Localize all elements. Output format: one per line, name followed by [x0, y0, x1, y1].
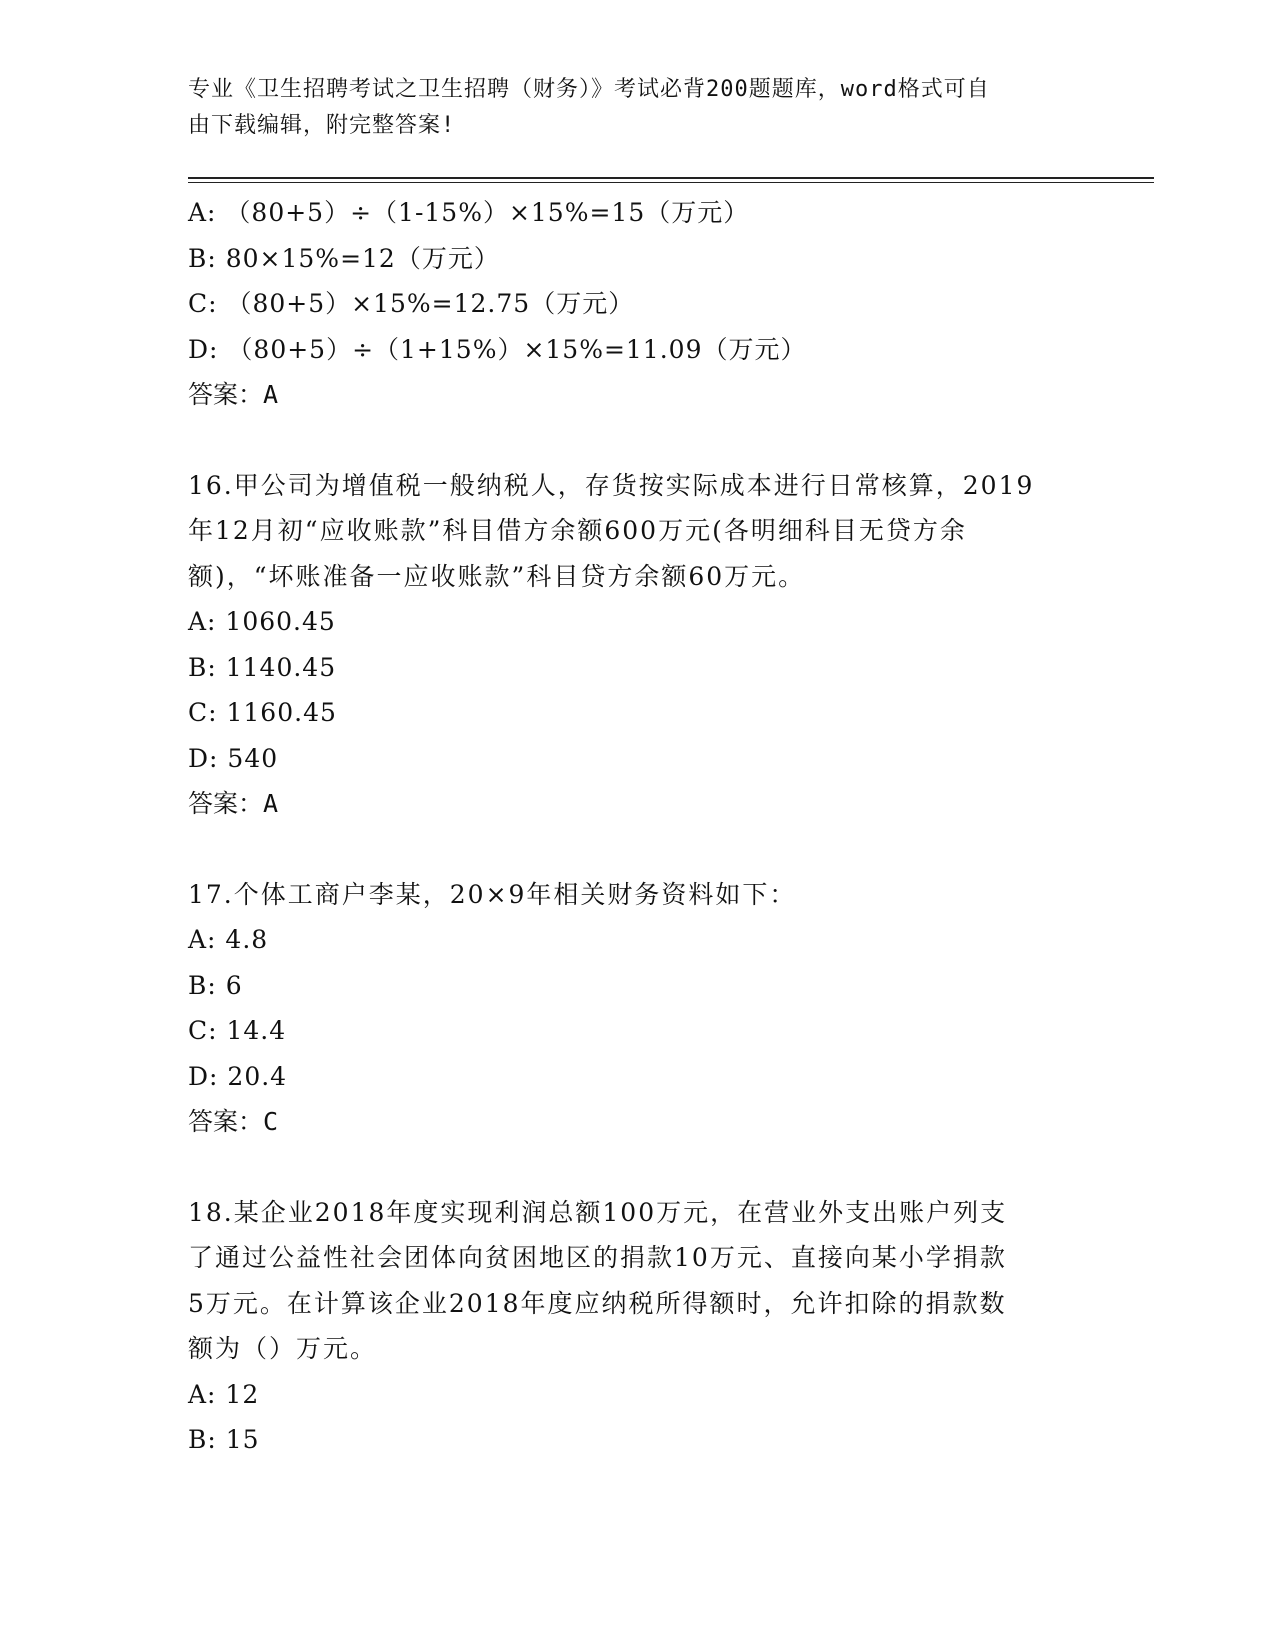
question-stem-line: 5万元。在计算该企业2018年度应纳税所得额时，允许扣除的捐款数: [188, 1288, 1007, 1318]
question-16: [188, 463, 1088, 827]
option-d: D: （80+5）÷（1+15%）×15%=11.09（万元）: [188, 334, 807, 364]
question-17: [188, 872, 1088, 1145]
spacer: [188, 418, 1088, 463]
question-stem: [188, 1190, 1068, 1372]
answer: 答案：A: [188, 380, 279, 409]
question-list: [188, 190, 1088, 1463]
header-divider-thin: [188, 182, 1154, 183]
question-stem: [188, 872, 1068, 918]
answer: 答案：A: [188, 789, 279, 818]
question-stem-line: 18.某企业2018年度实现利润总额100万元，在营业外支出账户列支: [188, 1197, 1008, 1227]
header-line-2: 由下载编辑，附完整答案!: [188, 113, 456, 138]
question-stem-line: 额为（）万元。: [188, 1334, 378, 1363]
option-b: B: 1140.45: [188, 652, 337, 682]
option-b: B: 15: [188, 1425, 260, 1454]
question-stem-line: 了通过公益性社会团体向贫困地区的捐款10万元、直接向某小学捐款: [188, 1243, 1007, 1272]
question-stem: [188, 463, 1068, 600]
question-stem-line: 年12月初“应收账款”科目借方余额600万元(各明细科目无贷方余: [188, 516, 967, 545]
option-c: C: 14.4: [188, 1016, 287, 1045]
option-c: C: 1160.45: [188, 698, 337, 727]
spacer: [188, 827, 1088, 872]
document-header: [188, 72, 1068, 144]
header-divider-thick: [188, 177, 1154, 179]
question-15: [188, 190, 1088, 418]
option-c: C: （80+5）×15%=12.75（万元）: [188, 289, 635, 318]
question-18: [188, 1190, 1088, 1463]
option-a: A: 12: [188, 1379, 260, 1409]
question-stem-line: 16.甲公司为增值税一般纳税人，存货按实际成本进行日常核算，2019: [188, 470, 1035, 500]
spacer: [188, 1145, 1088, 1190]
option-a: A: 4.8: [188, 925, 269, 954]
header-line-1: 专业《卫生招聘考试之卫生招聘（财务）》考试必背200题题库，word格式可自: [188, 77, 990, 102]
answer: 答案：C: [188, 1107, 279, 1136]
question-stem-line: 额)，“坏账准备一应收账款”科目贷方余额60万元。: [188, 561, 806, 591]
option-a: A: 1060.45: [188, 607, 336, 636]
option-a: A: （80+5）÷（1-15%）×15%=15（万元）: [188, 198, 750, 227]
option-d: D: 20.4: [188, 1061, 288, 1091]
option-b: B: 6: [188, 970, 243, 1000]
question-stem-line: 17.个体工商户李某，20×9年相关财务资料如下：: [188, 879, 797, 909]
option-d: D: 540: [188, 743, 279, 773]
option-b: B: 80×15%=12（万元）: [188, 243, 500, 273]
